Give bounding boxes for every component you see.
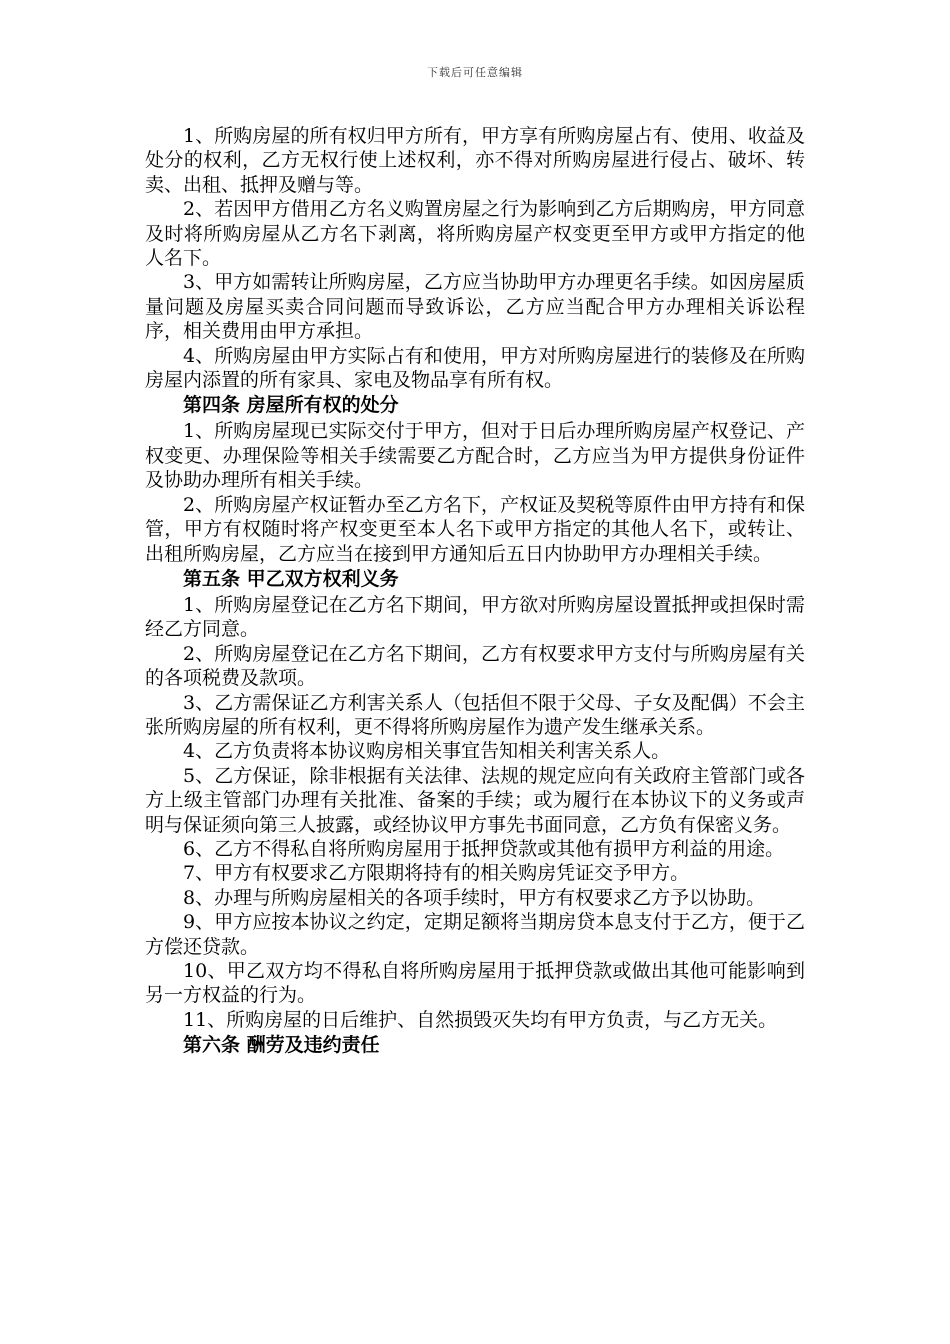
- paragraph: 11、所购房屋的日后维护、自然损毁灭失均有甲方负责，与乙方无关。: [183, 1008, 778, 1031]
- paragraph: 3、甲方如需转让所购房屋，乙方应当协助甲方办理更名手续。如因房屋质量问题及房屋买卖合同问题而导致诉讼，乙方应当配合甲方办理相关诉讼程序，相关费用由甲方承担。: [145, 271, 805, 343]
- paragraph: 4、乙方负责将本协议购房相关事宜告知相关利害关系人。: [183, 740, 671, 763]
- paragraph: 1、所购房屋的所有权归甲方所有，甲方享有所购房屋占有、使用、收益及处分的权利，乙方无权行使上述权利，亦不得对所购房屋进行侵占、破坏、转卖、出租、抵押及赠与等。: [145, 125, 805, 196]
- paragraph: 2、所购房屋产权证暂办至乙方名下，产权证及契税等原件由甲方持有和保管，甲方有权随时将产权变更至本人名下或甲方指定的其他人名下，或转让、出租所购房屋，乙方应当在接到甲方通知后五日内协助甲方办理相关手续。: [145, 493, 805, 565]
- paragraph: 3、乙方需保证乙方利害关系人（包括但不限于父母、子女及配偶）不会主张所购房屋的所有权利，更不得将所购房屋作为遗产发生继承关系。: [145, 691, 805, 738]
- paragraph: 1、所购房屋登记在乙方名下期间，甲方欲对所购房屋设置抵押或担保时需经乙方同意。: [145, 593, 805, 641]
- paragraph: 5、乙方保证，除非根据有关法律、法规的规定应向有关政府主管部门或各方上级主管部门办理有关批准、备案的手续；或为履行在本协议下的义务或声明与保证须向第三人披露，或经协议甲方事先书面同意，乙方负有保密义务。: [145, 764, 805, 836]
- header-note: 下载后可任意编辑: [427, 66, 523, 79]
- paragraph: 9、甲方应按本协议之约定，定期足额将当期房贷本息支付于乙方，便于乙方偿还贷款。: [145, 911, 805, 958]
- paragraph: 2、若因甲方借用乙方名义购置房屋之行为影响到乙方后期购房，甲方同意及时将所购房屋从乙方名下剥离，将所购房屋产权变更至甲方或甲方指定的他人名下。: [145, 198, 805, 270]
- paragraph: 10、甲乙双方均不得私自将所购房屋用于抵押贷款或做出其他可能影响到另一方权益的行为。: [145, 960, 805, 1007]
- paragraph: 1、所购房屋现已实际交付于甲方，但对于日后办理所购房屋产权登记、产权变更、办理保险等相关手续需要乙方配合时，乙方应当为甲方提供身份证件及协助办理所有相关手续。: [145, 420, 805, 492]
- paragraph: 2、所购房屋登记在乙方名下期间，乙方有权要求甲方支付与所购房屋有关的各项税费及款项。: [145, 642, 805, 690]
- section-heading-article-6: 第六条 酬劳及违约责任: [183, 1034, 380, 1057]
- section-heading-article-5: 第五条 甲乙双方权利义务: [183, 567, 399, 590]
- paragraph: 8、办理与所购房屋相关的各项手续时，甲方有权要求乙方予以协助。: [183, 886, 766, 909]
- paragraph: 7、甲方有权要求乙方限期将持有的相关购房凭证交予甲方。: [183, 862, 690, 885]
- section-heading-article-4: 第四条 房屋所有权的处分: [183, 394, 399, 417]
- paragraph: 6、乙方不得私自将所购房屋用于抵押贷款或其他有损甲方利益的用途。: [183, 837, 785, 860]
- paragraph: 4、所购房屋由甲方实际占有和使用，甲方对所购房屋进行的装修及在所购房屋内添置的所有家具、家电及物品享有所有权。: [145, 344, 805, 392]
- document-body: [145, 124, 805, 1059]
